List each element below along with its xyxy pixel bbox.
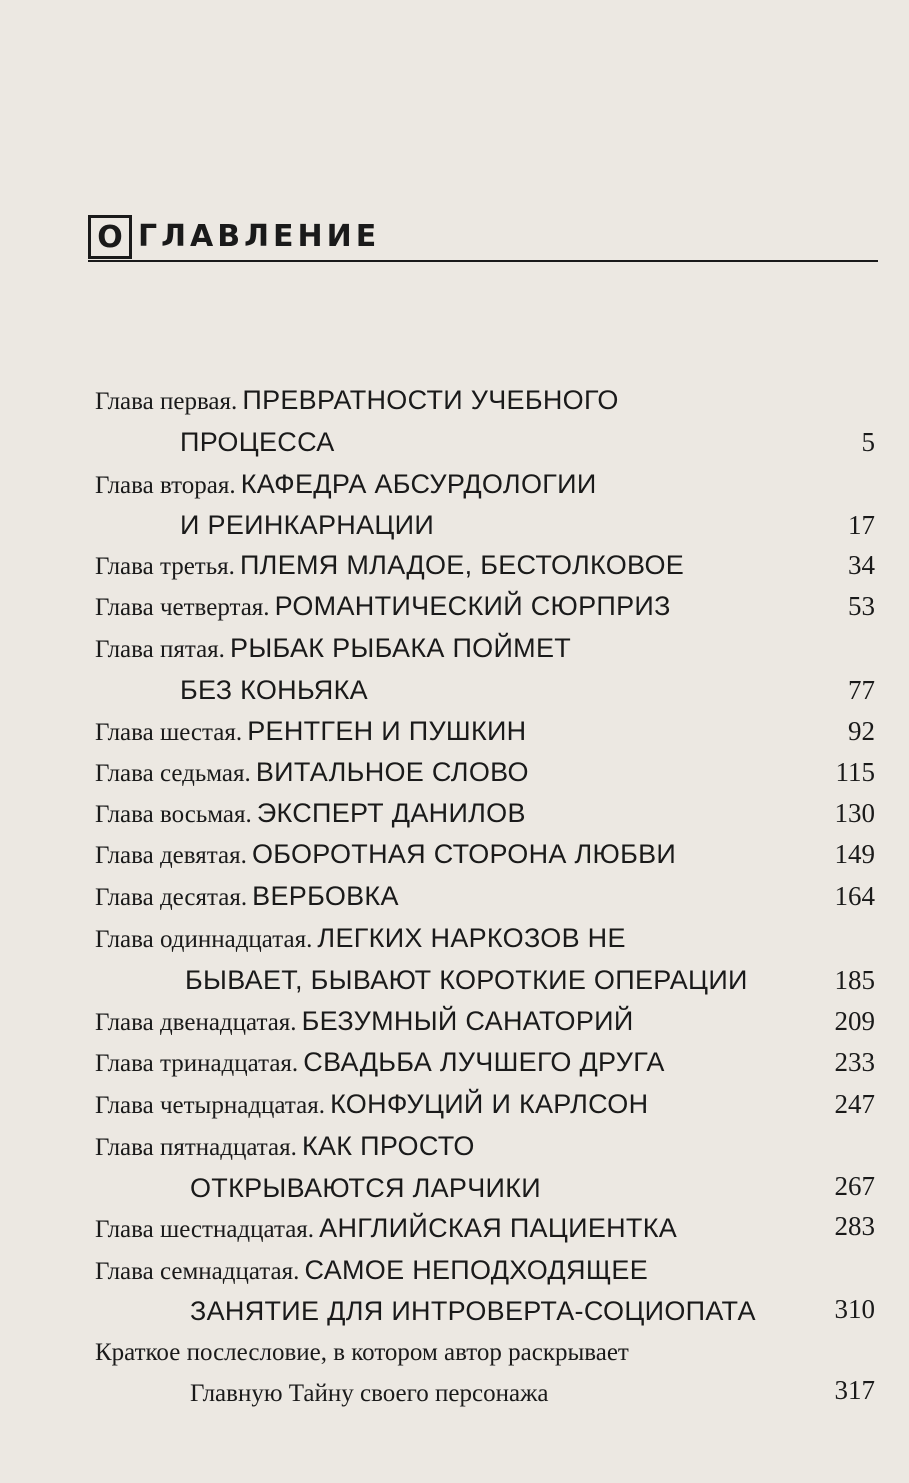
toc-entry-line <box>95 1333 629 1373</box>
chapter-title-cont: БЕЗ КОНЬЯКА <box>180 675 368 705</box>
toc-entry-line <box>95 1126 475 1166</box>
page-number: 310 <box>834 1294 875 1324</box>
toc-entry-line <box>95 1042 665 1082</box>
heading-initial-box: О <box>88 215 132 259</box>
toc-entry-line <box>95 711 527 751</box>
chapter-title-cont: ПРОЦЕССА <box>180 427 335 457</box>
chapter-prefix: Глава одиннадцатая. <box>95 926 313 953</box>
toc-entry-line <box>95 834 676 874</box>
chapter-prefix: Глава шестнадцатая. <box>95 1216 315 1243</box>
toc-entry-continuation <box>190 1374 548 1414</box>
chapter-title-cont: И РЕИНКАРНАЦИИ <box>180 510 435 540</box>
page-number: 17 <box>848 510 875 540</box>
page-number: 53 <box>848 591 875 621</box>
toc-entry-line <box>95 876 399 916</box>
toc-entry-line <box>95 1084 648 1124</box>
toc-entry-continuation <box>190 1168 541 1208</box>
heading-rule <box>88 260 878 262</box>
toc-entry-line <box>95 586 671 626</box>
chapter-title: БЕЗУМНЫЙ САНАТОРИЙ <box>301 1006 634 1036</box>
toc-entry-line <box>95 918 626 958</box>
page-number: 77 <box>848 675 875 705</box>
chapter-title: РЕНТГЕН И ПУШКИН <box>247 716 527 746</box>
chapter-title: РЫБАК РЫБАКА ПОЙМЕТ <box>230 633 572 663</box>
chapter-prefix: Глава третья. <box>95 553 235 580</box>
toc-entry-continuation <box>180 505 434 545</box>
toc-entry-line <box>95 752 529 792</box>
page-number: 34 <box>848 550 875 580</box>
page-number: 115 <box>835 757 875 787</box>
toc-entry-continuation <box>180 422 335 462</box>
chapter-title: РОМАНТИЧЕСКИЙ СЮРПРИЗ <box>274 591 671 621</box>
page-number: 247 <box>834 1089 875 1119</box>
toc-entry-line <box>95 1250 648 1290</box>
afterword-title: Краткое послесловие, в котором автор раскрывает <box>95 1339 629 1366</box>
chapter-title: КОНФУЦИЙ И КАРЛСОН <box>330 1089 649 1119</box>
chapter-title: ВИТАЛЬНОЕ СЛОВО <box>255 757 529 787</box>
chapter-prefix: Глава девятая. <box>95 842 247 869</box>
page-number: 164 <box>834 881 875 911</box>
chapter-prefix: Глава пятнадцатая. <box>95 1134 297 1161</box>
toc-entry-line <box>95 1001 634 1041</box>
chapter-title: ВЕРБОВКА <box>252 881 399 911</box>
toc-entry-line <box>95 793 526 833</box>
page-number: 317 <box>834 1375 875 1405</box>
chapter-title: ОБОРОТНАЯ СТОРОНА ЛЮБВИ <box>251 839 677 869</box>
page-number: 130 <box>834 798 875 828</box>
chapter-prefix: Глава восьмая. <box>95 801 252 828</box>
toc-entry-line <box>95 380 619 420</box>
chapter-title: СВАДЬБА ЛУЧШЕГО ДРУГА <box>303 1047 665 1077</box>
chapter-prefix: Глава четвертая. <box>95 594 270 621</box>
heading-title: ГЛАВЛЕНИЕ <box>138 219 381 254</box>
chapter-title: ПЛЕМЯ МЛАДОЕ, БЕСТОЛКОВОЕ <box>239 550 685 580</box>
toc-entry-line <box>95 545 684 585</box>
chapter-prefix: Глава семнадцатая. <box>95 1258 300 1285</box>
chapter-title-cont: ОТКРЫВАЮТСЯ ЛАРЧИКИ <box>190 1173 541 1203</box>
toc-heading <box>88 215 878 265</box>
chapter-prefix: Глава двенадцатая. <box>95 1009 297 1036</box>
chapter-prefix: Глава четырнадцатая. <box>95 1092 325 1119</box>
chapter-prefix: Глава вторая. <box>95 472 236 499</box>
chapter-title: КАК ПРОСТО <box>301 1131 475 1161</box>
page-number: 149 <box>834 839 875 869</box>
chapter-title: АНГЛИЙСКАЯ ПАЦИЕНТКА <box>319 1213 678 1243</box>
chapter-prefix: Глава пятая. <box>95 636 225 663</box>
afterword-title-cont: Главную Тайну своего персонажа <box>190 1380 549 1407</box>
chapter-prefix: Глава первая. <box>95 388 238 415</box>
page-number: 267 <box>834 1171 875 1201</box>
page-number: 92 <box>848 716 875 746</box>
page-number: 209 <box>834 1006 875 1036</box>
page-number: 233 <box>834 1047 875 1077</box>
chapter-title-cont: ЗАНЯТИЕ ДЛЯ ИНТРОВЕРТА-СОЦИОПАТА <box>190 1296 756 1326</box>
page-number: 283 <box>834 1211 875 1241</box>
toc-entry-continuation <box>190 1291 756 1331</box>
chapter-title: САМОЕ НЕПОДХОДЯЩЕЕ <box>304 1255 649 1285</box>
toc-entry-line <box>95 1208 677 1248</box>
toc-entry-line <box>95 464 597 504</box>
chapter-prefix: Глава шестая. <box>95 719 243 746</box>
page-number: 185 <box>834 965 875 995</box>
chapter-title: ЭКСПЕРТ ДАНИЛОВ <box>256 798 526 828</box>
page-number: 5 <box>861 427 875 457</box>
chapter-prefix: Глава тринадцатая. <box>95 1050 299 1077</box>
chapter-title: ПРЕВРАТНОСТИ УЧЕБНОГО <box>242 385 619 415</box>
chapter-prefix: Глава седьмая. <box>95 760 251 787</box>
chapter-title: ЛЕГКИХ НАРКОЗОВ НЕ <box>317 923 626 953</box>
chapter-prefix: Глава десятая. <box>95 884 248 911</box>
chapter-title-cont: БЫВАЕТ, БЫВАЮТ КОРОТКИЕ ОПЕРАЦИИ <box>185 965 748 995</box>
toc-entry-continuation <box>185 960 748 1000</box>
chapter-title: КАФЕДРА АБСУРДОЛОГИИ <box>240 469 597 499</box>
toc-entry-continuation <box>180 670 368 710</box>
toc-entry-line <box>95 628 571 668</box>
